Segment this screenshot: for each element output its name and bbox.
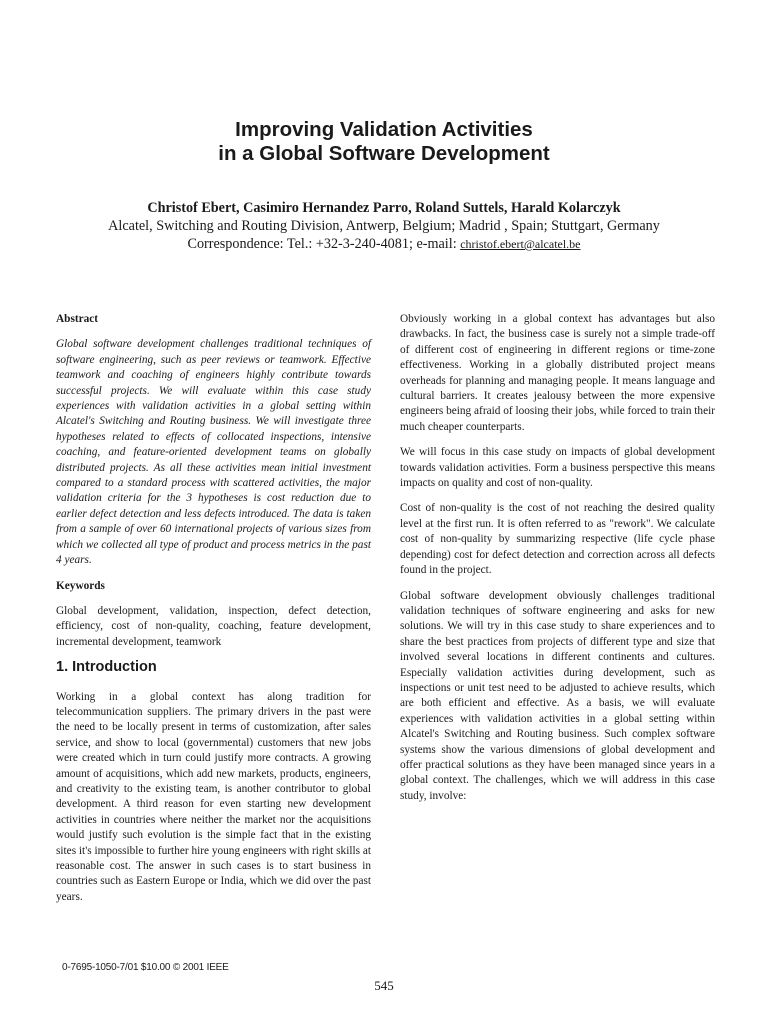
paper-title [0, 118, 768, 166]
author-list: Christof Ebert, Casimiro Hernandez Parro, Roland Suttels, Harald Kolarczyk [147, 200, 621, 216]
correspondence-prefix: Correspondence: Tel.: +32-3-240-4081; e-mail: [187, 236, 461, 252]
intro-paragraph-2: Obviously working in a global context has advantages but also drawbacks. In fact, the business case is surely not a simple trade-off of different cost of engineering in different regions or time-zone effectiveness. Working in a globally distributed project means overheads for planning and managing people. It means language and cultural barriers. It creates jealousy between the more expensive engineers being afraid of loosing their jobs, while forced to train their much cheaper counterparts. [400, 313, 715, 433]
correspondence [0, 236, 768, 253]
abstract-heading: Abstract [56, 313, 99, 325]
affiliation: Alcatel, Switching and Routing Division, Antwerp, Belgium; Madrid , Spain; Stuttgart, Germany [108, 218, 660, 234]
intro-paragraph-4: Cost of non-quality is the cost of not reaching the desired quality level at the first run. It is often referred to as "rework". We calculate cost of non-quality by summarizing respective (life cycle phase depending) cost for defect detection and correction across all defects found in the project. [400, 502, 715, 577]
page-number: 545 [374, 978, 394, 993]
keywords-body: Global development, validation, inspection, defect detection, efficiency, cost of non-quality, coaching, feature development, incremental development, teamwork [56, 604, 371, 648]
keywords-heading: Keywords [56, 579, 105, 592]
right-column [400, 312, 715, 814]
email-link[interactable]: christof.ebert@alcatel.be [460, 237, 581, 251]
copyright-notice: 0-7695-1050-7/01 $10.00 © 2001 IEEE [62, 962, 229, 973]
intro-paragraph-1: Working in a global context has along tradition for telecommunication suppliers. The primary drivers in the past were the need to be locally present in terms of customization, after sales service, and show to local (governmental) customers that new jobs were created which in turn could justify more contracts. A growing amount of acquisitions, which add new markets, products, engineers, and creativity to the existing team, is another contributor to global development. A third reason for even starting new development activities in countries where neither the market nor the acquisitions would justify such evolution is the simple fact that in the existing sites it's impossible to further hire young engineers with right skills at reasonable cost. The answer in such cases is to start business in countries such as Eastern Europe or India, which we did over the past years. [56, 690, 371, 903]
intro-paragraph-3: We will focus in this case study on impacts of global development towards validation activities. Form a business perspective this means impacts on quality and cost of non-quality. [400, 446, 715, 490]
section-heading-introduction: 1. Introduction [56, 659, 157, 676]
left-column [56, 312, 371, 915]
abstract-body: Global software development challenges traditional techniques of software engineering, such as peer reviews or teamwork. Effective teamwork and coaching of engineers highly contribute towards successful projects. We will evaluate within this case study experiences with validation activities in a global setting within Alcatel's Switching and Routing business. We will investigate three hypotheses related to effects of collocated inspections, intensive coaching, and feature-oriented development teams on globally distributed projects. As all these activities mean initial investment compared to a standard process with scattered activities, the major validation criteria for the 3 hypotheses is cost reduction due to earlier defect detection and less defects introduced. The data is taken from a sample of over 60 international projects of various sizes from which we collected all type of product and process metrics in the past 4 years. [56, 338, 371, 567]
title-line-1: Improving Validation Activities [235, 118, 533, 141]
intro-paragraph-5: Global software development obviously challenges traditional validation techniques of software engineering and asks for new solutions. We will try in this case study to share experiences and to share the best practices from projects of different type and size that involved several locations in different continents and cultures. Especially validation activities during development, such as inspections or unit test need to be adjusted to achieve results, which are both efficient and effective. As a basis, we will evaluate experiences with validation activities in a global setting within Alcatel's Switching and Routing business. Such complex software systems show the various dimensions of global development and offer practical solutions as they have been managed since years in a global context. The challenges, which we will address in this case study, involve: [400, 589, 715, 802]
title-line-2: in a Global Software Development [218, 142, 550, 165]
